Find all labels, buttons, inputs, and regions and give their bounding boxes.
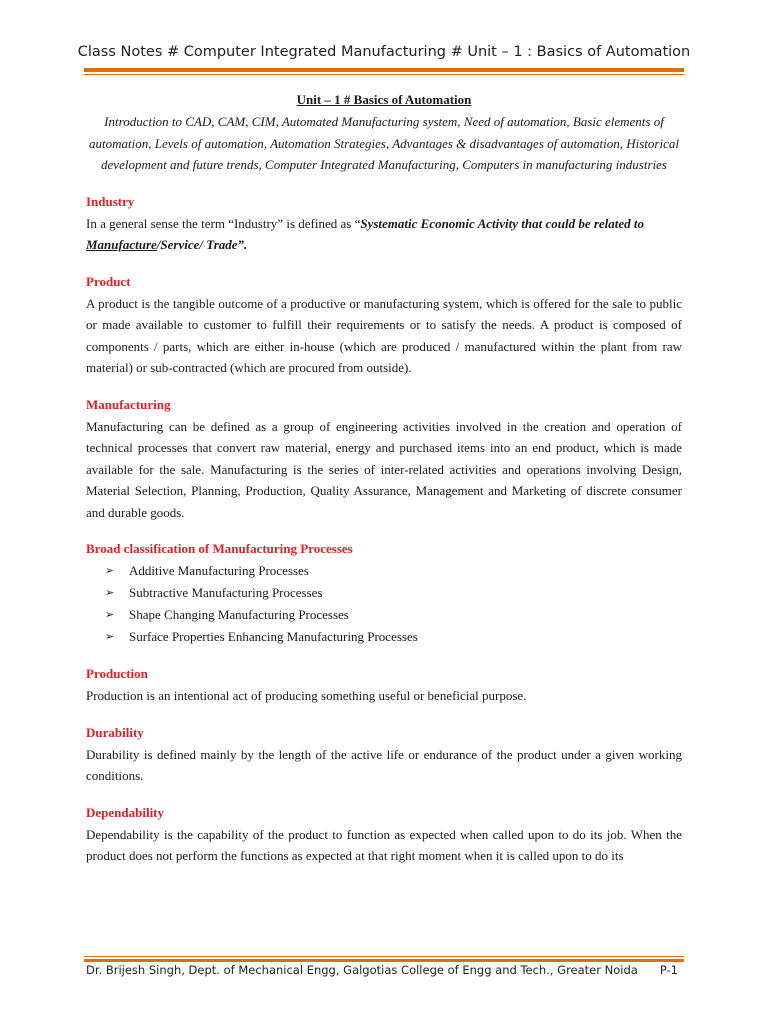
durability-heading: Durability bbox=[86, 724, 144, 740]
header-rule-thick bbox=[84, 68, 684, 72]
page-footer bbox=[86, 963, 682, 977]
footer-rule-thick bbox=[84, 959, 684, 962]
section-product bbox=[86, 271, 682, 379]
list-item-text: Surface Properties Enhancing Manufacturing Processes bbox=[129, 629, 418, 644]
list-item bbox=[105, 604, 682, 626]
industry-definition-c: /Service/ Trade”. bbox=[156, 237, 248, 252]
production-text: Production is an intentional act of producing something useful or beneficial purpose. bbox=[86, 688, 527, 703]
industry-text bbox=[86, 213, 682, 256]
manufacturing-text: Manufacturing can be defined as a group of engineering activities involved in the creation and operation of technical processes that convert raw material, energy and purchased items into an end product, which is made available for the sale. Manufacturing is the series of inter-related activities and operations involving Design, Material Selection, Planning, Production, Quality Assurance, Management and Marketing of discrete consumer and durable goods. bbox=[86, 418, 682, 520]
arrow-bullet-icon: ➢ bbox=[105, 564, 115, 577]
industry-text-lead: In a general sense the term “Industry” is defined as “ bbox=[86, 215, 361, 231]
list-item-text: Subtractive Manufacturing Processes bbox=[129, 585, 323, 600]
list-item-text: Shape Changing Manufacturing Processes bbox=[129, 607, 349, 622]
industry-definition-a: Systematic Economic Activity that could be related to bbox=[360, 215, 645, 231]
section-durability bbox=[86, 722, 682, 787]
section-manufacturing bbox=[86, 394, 682, 524]
section-industry bbox=[86, 191, 682, 256]
durability-text: Durability is defined mainly by the length of the active life or endurance of the product under a given working conditions. bbox=[86, 746, 682, 783]
page-number: P-1 bbox=[659, 963, 678, 977]
dependability-heading: Dependability bbox=[86, 804, 165, 820]
manufacturing-heading: Manufacturing bbox=[86, 396, 171, 412]
list-item bbox=[105, 626, 682, 648]
dependability-text: Dependability is the capability of the product to function as expected when called upon to do its job. When the product does not perform the functions as expected at that right moment when it is called upon to do its bbox=[86, 826, 682, 863]
document-title: Unit – 1 # Basics of Automation bbox=[296, 92, 472, 107]
list-item bbox=[105, 582, 682, 604]
section-classification bbox=[86, 538, 682, 648]
list-item-text: Additive Manufacturing Processes bbox=[129, 563, 309, 578]
arrow-bullet-icon: ➢ bbox=[105, 586, 115, 599]
document-body bbox=[86, 90, 682, 867]
list-item bbox=[105, 560, 682, 582]
page-header: Class Notes # Computer Integrated Manufacturing # Unit – 1 : Basics of Automation bbox=[77, 44, 691, 60]
classification-list bbox=[86, 560, 682, 648]
header-rule-thin bbox=[84, 74, 684, 75]
product-text: A product is the tangible outcome of a productive or manufacturing system, which is offered for the sale to public or made available to customer to fulfill their requirements or to satisfy the needs. A product is composed of components / parts, which are either in-house (which are produced / manufactured within the plant from raw material) or sub-contracted (which are procured from outside). bbox=[86, 295, 682, 375]
product-heading: Product bbox=[86, 273, 131, 289]
document-intro: Introduction to CAD, CAM, CIM, Automated Manufacturing system, Need of automation, Basic elements of automation, Levels of automation, Automation Strategies, Advantages & disadvantages of automation, Historical development and future trends, Computer Integrated Manufacturing, Computers in manufacturing industries bbox=[89, 114, 679, 172]
industry-definition-b: Manufacture bbox=[86, 237, 157, 252]
arrow-bullet-icon: ➢ bbox=[105, 608, 115, 621]
production-heading: Production bbox=[86, 666, 148, 681]
classification-heading: Broad classification of Manufacturing Processes bbox=[86, 541, 353, 556]
footer-rule-thin bbox=[84, 956, 684, 957]
arrow-bullet-icon: ➢ bbox=[105, 630, 115, 643]
section-production bbox=[86, 663, 682, 707]
footer-author: Dr. Brijesh Singh, Dept. of Mechanical Engg, Galgotias College of Engg and Tech., Greater Noida bbox=[86, 963, 638, 977]
section-dependability bbox=[86, 802, 682, 867]
industry-heading: Industry bbox=[86, 193, 135, 209]
